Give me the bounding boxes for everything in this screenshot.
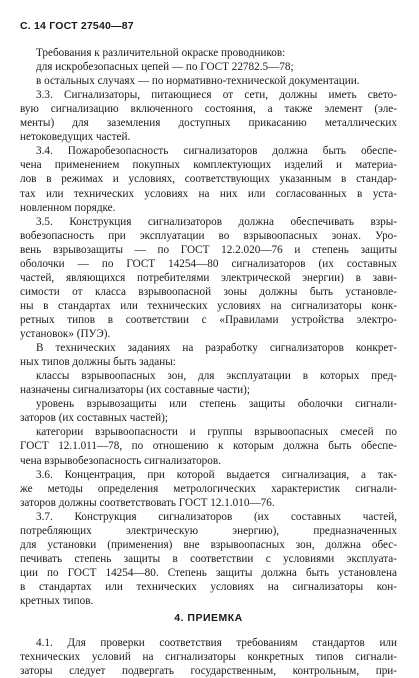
text-line: же методы определения метрологических характеристик сигнали- xyxy=(20,482,397,495)
text-line: классы взрывоопасных зон, для эксплуатации в которых пред- xyxy=(36,370,397,383)
text-line: тах или технических условиях на них или согласованных в уста- xyxy=(20,187,397,200)
text-line: вую сигнализацию включенного состояния, а также элемент (эле- xyxy=(20,103,397,116)
text-line: ных типов должны быть заданы: xyxy=(20,356,176,369)
text-line: ны в стандартах или технических условиях на сигнализаторы конк- xyxy=(20,299,397,312)
text-line: В технических заданиях на разработку сигнализаторов конкрет- xyxy=(36,342,397,355)
text-line: 3.5. Конструкция сигнализаторов должна обеспечивать взры- xyxy=(36,215,397,228)
text-line: потребляющих электрическую энергию), предназначенных xyxy=(20,524,397,537)
text-line: 3.7. Конструкция сигнализаторов (их составных частей, xyxy=(36,510,397,523)
text-line: нетоковедущих частей. xyxy=(20,131,131,144)
text-line: заторов должны соответствовать ГОСТ 12.1.010—76. xyxy=(20,496,275,509)
text-line: новленном порядке. xyxy=(20,201,116,214)
text-line: уровень взрывозащиты или степень защиты оболочки сигнали- xyxy=(36,398,397,411)
text-line: технических условий на сигнализаторы конкретных типов сигнали- xyxy=(20,651,397,664)
text-line: 3.6. Концентрация, при которой выдается сигнализация, а так- xyxy=(36,468,397,481)
text-line: кретных типов. xyxy=(20,595,94,607)
text-line: менты) для заземления доступных прикасанию металлических xyxy=(20,117,397,130)
text-line: заторы следует подвергать государственным, контрольным, при- xyxy=(20,665,397,678)
text-line: установок» (ПУЭ). xyxy=(20,328,111,340)
text-line: симости от класса взрывоопасной зоны должны быть установле- xyxy=(20,285,397,298)
text-line: для искробезопасных цепей — по ГОСТ 22782.5—78; xyxy=(36,61,294,73)
text-line: 3.3. Сигнализаторы, питающиеся от сети, должны иметь свето- xyxy=(36,89,397,102)
text-line: заторов (их составных частей); xyxy=(20,412,169,425)
text-line: ретных типов в соответствии с «Правилами устройства электро- xyxy=(20,313,397,326)
text-line: 4.1. Для проверки соответствия требованиям стандартов или xyxy=(36,637,397,649)
text-line: для установки (применения) вне взрывоопасных зон, должна обес- xyxy=(20,538,397,551)
text-line: категории взрывоопасности и группы взрывоопасных смесей по xyxy=(36,426,397,439)
text-line: чена взрывобезопасность сигнализаторов. xyxy=(20,454,221,467)
text-line: чена применением покупных комплектующих изделий и материа- xyxy=(20,159,397,172)
page-header: С. 14 ГОСТ 27540—87 xyxy=(20,20,134,32)
text-line: лов в режимах и условиях, соответствующих указанным в стандар- xyxy=(20,173,397,186)
text-line: вень взрывозащиты — по ГОСТ 12.2.020—76 и степень защиты xyxy=(20,243,397,256)
text-line: частей, являющихся потребителями электрической энергии) в зави- xyxy=(20,271,397,284)
text-line: печивать степень защиты в соответствии с условиями эксплуата- xyxy=(20,552,397,565)
text-line: Требования к различительной окраске проводников: xyxy=(36,47,286,59)
text-line: оболочки — по ГОСТ 14254—80 сигнализаторов (их составных xyxy=(20,257,397,270)
section-heading: 4. ПРИЕМКА xyxy=(174,612,243,624)
text-line: в остальных случаях — по нормативно-технической документации. xyxy=(36,75,360,88)
text-line: назначены сигнализаторы (их составные части); xyxy=(20,384,250,397)
text-line: ции по ГОСТ 14254—80. Степень защиты должна быть установлена xyxy=(20,566,397,579)
text-line: вобезопасность при эксплуатации во взрывоопасных зонах. Уро- xyxy=(20,229,397,242)
text-line: ГОСТ 12.1.011—78, по отношению к которым должна быть обеспе- xyxy=(20,440,397,453)
text-line: в стандартах или технических условиях на сигнализаторы кон- xyxy=(20,580,397,593)
text-line: 3.4. Пожаробезопасность сигнализаторов должна быть обеспе- xyxy=(36,145,397,158)
